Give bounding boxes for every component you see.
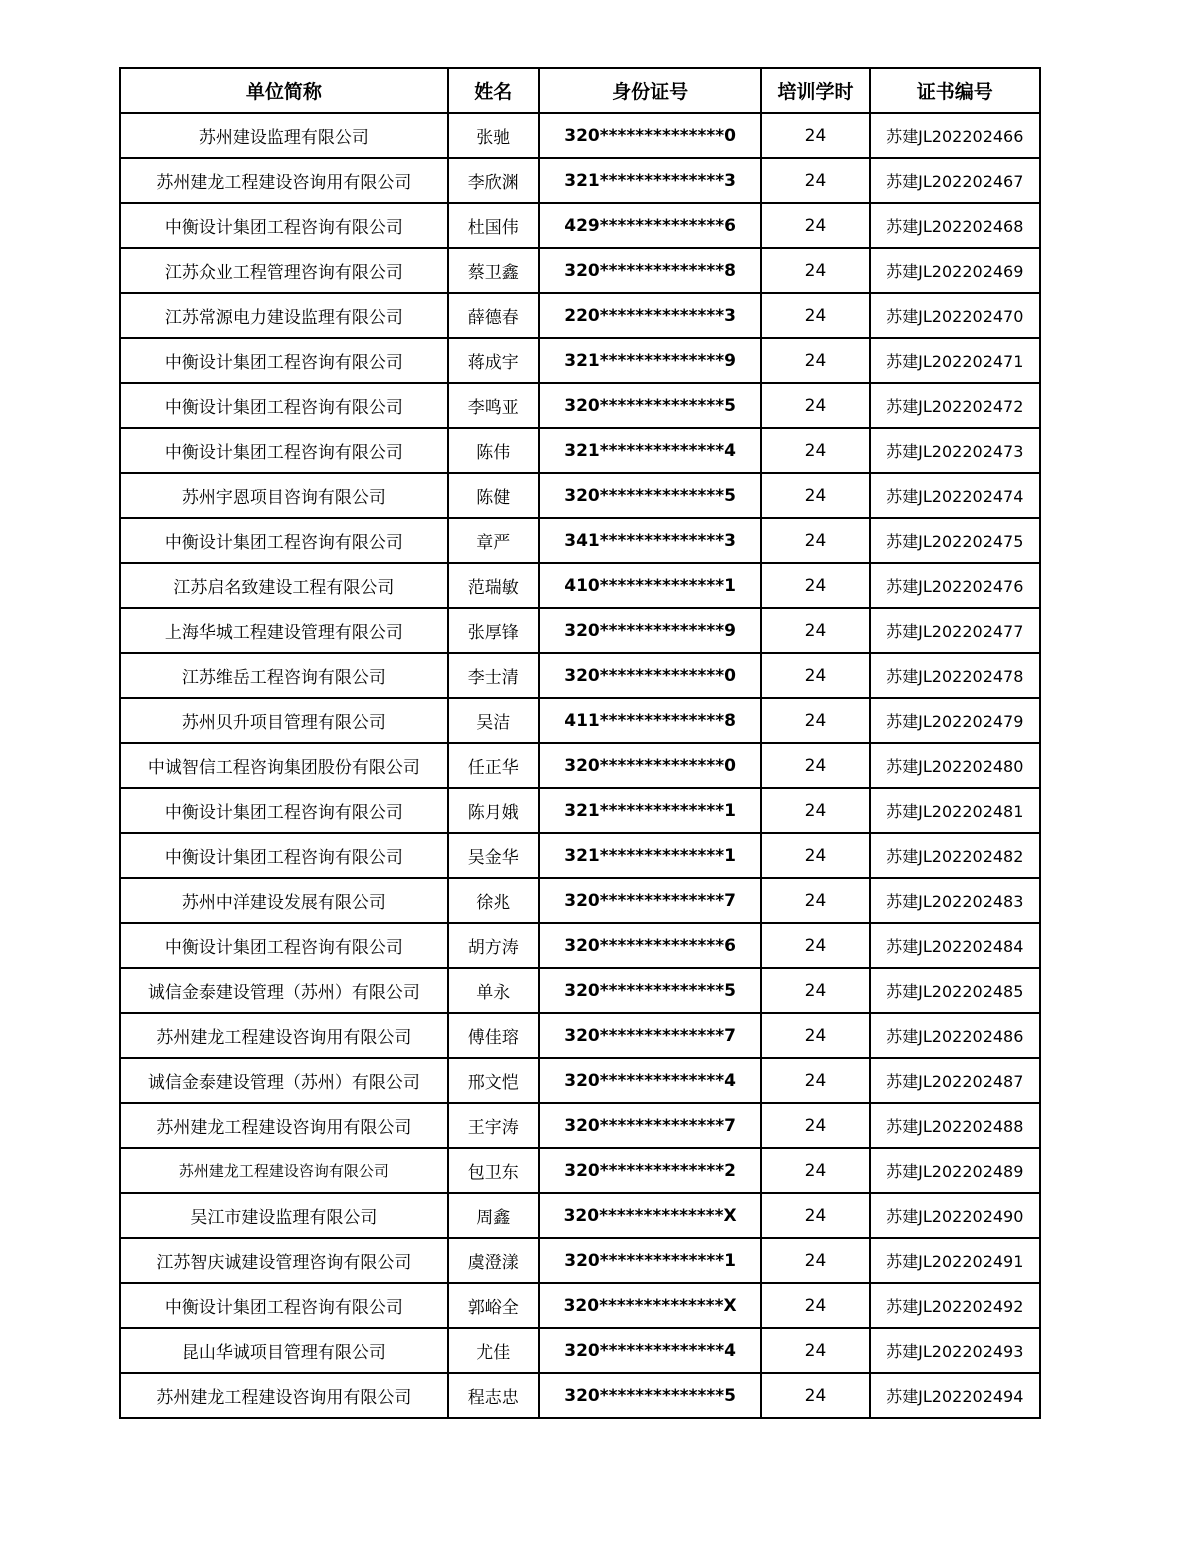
- cell-id-number: 411**************8: [539, 698, 761, 743]
- cell-id-number: 321**************4: [539, 428, 761, 473]
- cell-name: 张驰: [448, 113, 539, 158]
- cell-certificate-number: 苏建JL202202468: [870, 203, 1040, 248]
- table-row: [120, 1103, 1040, 1148]
- cell-training-hours: 24: [761, 923, 869, 968]
- cell-certificate-number: 苏建JL202202467: [870, 158, 1040, 203]
- cell-name: 胡方涛: [448, 923, 539, 968]
- cell-name: 吴洁: [448, 698, 539, 743]
- cell-name: 邢文恺: [448, 1058, 539, 1103]
- cell-certificate-number: 苏建JL202202471: [870, 338, 1040, 383]
- cell-certificate-number: 苏建JL202202481: [870, 788, 1040, 833]
- cell-certificate-number: 苏建JL202202477: [870, 608, 1040, 653]
- cell-unit: 吴江市建设监理有限公司: [120, 1193, 448, 1238]
- cell-id-number: 320**************0: [539, 743, 761, 788]
- cell-id-number: 320**************0: [539, 113, 761, 158]
- cell-id-number: 320**************6: [539, 923, 761, 968]
- cell-name: 尤佳: [448, 1328, 539, 1373]
- cell-name: 章严: [448, 518, 539, 563]
- cell-name: 郭峪全: [448, 1283, 539, 1328]
- cell-id-number: 320**************2: [539, 1148, 761, 1193]
- table-row: [120, 248, 1040, 293]
- cell-training-hours: 24: [761, 608, 869, 653]
- table-row: [120, 653, 1040, 698]
- cell-certificate-number: 苏建JL202202494: [870, 1373, 1040, 1418]
- table-row: [120, 563, 1040, 608]
- cell-training-hours: 24: [761, 293, 869, 338]
- cell-training-hours: 24: [761, 158, 869, 203]
- cell-certificate-number: 苏建JL202202469: [870, 248, 1040, 293]
- cell-name: 杜国伟: [448, 203, 539, 248]
- cell-certificate-number: 苏建JL202202479: [870, 698, 1040, 743]
- table-row: [120, 473, 1040, 518]
- cell-unit: 中衡设计集团工程咨询有限公司: [120, 833, 448, 878]
- cell-name: 范瑞敏: [448, 563, 539, 608]
- cell-id-number: 320**************5: [539, 1373, 761, 1418]
- cell-name: 包卫东: [448, 1148, 539, 1193]
- table-row: [120, 203, 1040, 248]
- table-row: [120, 788, 1040, 833]
- cell-id-number: 321**************1: [539, 833, 761, 878]
- table-row: [120, 1148, 1040, 1193]
- cell-training-hours: 24: [761, 1328, 869, 1373]
- cell-name: 陈伟: [448, 428, 539, 473]
- table-row: [120, 1328, 1040, 1373]
- cell-id-number: 320**************7: [539, 878, 761, 923]
- table-row: [120, 428, 1040, 473]
- cell-training-hours: 24: [761, 1373, 869, 1418]
- cell-training-hours: 24: [761, 203, 869, 248]
- cell-training-hours: 24: [761, 1193, 869, 1238]
- cell-unit: 江苏众业工程管理咨询有限公司: [120, 248, 448, 293]
- table-row: [120, 338, 1040, 383]
- cell-certificate-number: 苏建JL202202480: [870, 743, 1040, 788]
- cell-name: 李鸣亚: [448, 383, 539, 428]
- cell-id-number: 320**************X: [539, 1193, 761, 1238]
- cell-id-number: 320**************7: [539, 1013, 761, 1058]
- cell-id-number: 320**************5: [539, 383, 761, 428]
- cell-training-hours: 24: [761, 968, 869, 1013]
- cell-id-number: 341**************3: [539, 518, 761, 563]
- cell-certificate-number: 苏建JL202202482: [870, 833, 1040, 878]
- cell-id-number: 320**************9: [539, 608, 761, 653]
- cell-unit: 江苏智庆诚建设管理咨询有限公司: [120, 1238, 448, 1283]
- cell-unit: 苏州建龙工程建设咨询用有限公司: [120, 1013, 448, 1058]
- cell-training-hours: 24: [761, 1013, 869, 1058]
- cell-unit: 中衡设计集团工程咨询有限公司: [120, 1283, 448, 1328]
- cell-training-hours: 24: [761, 878, 869, 923]
- cell-unit: 中衡设计集团工程咨询有限公司: [120, 923, 448, 968]
- cell-training-hours: 24: [761, 653, 869, 698]
- cell-certificate-number: 苏建JL202202466: [870, 113, 1040, 158]
- cell-id-number: 320**************7: [539, 1103, 761, 1148]
- cell-training-hours: 24: [761, 1148, 869, 1193]
- cell-training-hours: 24: [761, 383, 869, 428]
- cell-id-number: 320**************5: [539, 968, 761, 1013]
- cell-name: 陈健: [448, 473, 539, 518]
- table-row: [120, 158, 1040, 203]
- table-row: [120, 1238, 1040, 1283]
- cell-certificate-number: 苏建JL202202483: [870, 878, 1040, 923]
- cell-certificate-number: 苏建JL202202491: [870, 1238, 1040, 1283]
- cell-id-number: 320**************4: [539, 1058, 761, 1103]
- cell-training-hours: 24: [761, 473, 869, 518]
- cell-name: 吴金华: [448, 833, 539, 878]
- cell-id-number: 320**************4: [539, 1328, 761, 1373]
- cell-training-hours: 24: [761, 788, 869, 833]
- table-row: [120, 878, 1040, 923]
- cell-certificate-number: 苏建JL202202490: [870, 1193, 1040, 1238]
- cell-certificate-number: 苏建JL202202492: [870, 1283, 1040, 1328]
- cell-name: 蔡卫鑫: [448, 248, 539, 293]
- cell-name: 任正华: [448, 743, 539, 788]
- cell-name: 单永: [448, 968, 539, 1013]
- cell-unit: 苏州建龙工程建设咨询用有限公司: [120, 158, 448, 203]
- cell-certificate-number: 苏建JL202202488: [870, 1103, 1040, 1148]
- cell-id-number: 410**************1: [539, 563, 761, 608]
- cell-unit: 苏州贝升项目管理有限公司: [120, 698, 448, 743]
- cell-training-hours: 24: [761, 1058, 869, 1103]
- cell-unit: 中衡设计集团工程咨询有限公司: [120, 338, 448, 383]
- header-id-number: 身份证号: [539, 68, 761, 113]
- cell-unit: 苏州宇恩项目咨询有限公司: [120, 473, 448, 518]
- cell-certificate-number: 苏建JL202202484: [870, 923, 1040, 968]
- cell-training-hours: 24: [761, 1238, 869, 1283]
- cell-id-number: 321**************9: [539, 338, 761, 383]
- cell-id-number: 320**************8: [539, 248, 761, 293]
- table-row: [120, 1373, 1040, 1418]
- cell-unit: 诚信金泰建设管理（苏州）有限公司: [120, 1058, 448, 1103]
- cell-training-hours: 24: [761, 1283, 869, 1328]
- cell-training-hours: 24: [761, 563, 869, 608]
- table-row: [120, 113, 1040, 158]
- cell-certificate-number: 苏建JL202202487: [870, 1058, 1040, 1103]
- header-training-hours: 培训学时: [761, 68, 869, 113]
- cell-name: 李欣渊: [448, 158, 539, 203]
- table-row: [120, 383, 1040, 428]
- table-row: [120, 743, 1040, 788]
- cell-id-number: 321**************1: [539, 788, 761, 833]
- cell-id-number: 320**************0: [539, 653, 761, 698]
- cell-name: 程志忠: [448, 1373, 539, 1418]
- cell-certificate-number: 苏建JL202202489: [870, 1148, 1040, 1193]
- cell-name: 薛德春: [448, 293, 539, 338]
- table-header: [120, 68, 1040, 113]
- table-row: [120, 923, 1040, 968]
- cell-unit: 江苏常源电力建设监理有限公司: [120, 293, 448, 338]
- table-row: [120, 698, 1040, 743]
- cell-name: 蒋成宇: [448, 338, 539, 383]
- cell-unit: 中衡设计集团工程咨询有限公司: [120, 383, 448, 428]
- cell-unit: 江苏启名致建设工程有限公司: [120, 563, 448, 608]
- cell-name: 陈月娥: [448, 788, 539, 833]
- cell-training-hours: 24: [761, 743, 869, 788]
- cell-training-hours: 24: [761, 1103, 869, 1148]
- cell-unit: 苏州建龙工程建设咨询用有限公司: [120, 1373, 448, 1418]
- cell-name: 张厚锋: [448, 608, 539, 653]
- cell-unit: 中衡设计集团工程咨询有限公司: [120, 203, 448, 248]
- training-roster-table: [119, 67, 1041, 1419]
- cell-certificate-number: 苏建JL202202485: [870, 968, 1040, 1013]
- cell-id-number: 321**************3: [539, 158, 761, 203]
- table-row: [120, 518, 1040, 563]
- table-row: [120, 1283, 1040, 1328]
- table-row: [120, 833, 1040, 878]
- table-row: [120, 1193, 1040, 1238]
- cell-training-hours: 24: [761, 518, 869, 563]
- cell-unit: 中衡设计集团工程咨询有限公司: [120, 428, 448, 473]
- cell-certificate-number: 苏建JL202202493: [870, 1328, 1040, 1373]
- table-row: [120, 293, 1040, 338]
- table-row: [120, 608, 1040, 653]
- table-row: [120, 968, 1040, 1013]
- cell-certificate-number: 苏建JL202202473: [870, 428, 1040, 473]
- table-body: [120, 113, 1040, 1418]
- cell-unit: 苏州建龙工程建设咨询有限公司: [120, 1148, 448, 1193]
- cell-unit: 上海华城工程建设管理有限公司: [120, 608, 448, 653]
- header-name: 姓名: [448, 68, 539, 113]
- cell-id-number: 320**************5: [539, 473, 761, 518]
- cell-unit: 中衡设计集团工程咨询有限公司: [120, 788, 448, 833]
- cell-certificate-number: 苏建JL202202476: [870, 563, 1040, 608]
- cell-id-number: 429**************6: [539, 203, 761, 248]
- cell-training-hours: 24: [761, 428, 869, 473]
- cell-unit: 诚信金泰建设管理（苏州）有限公司: [120, 968, 448, 1013]
- cell-certificate-number: 苏建JL202202474: [870, 473, 1040, 518]
- cell-id-number: 320**************X: [539, 1283, 761, 1328]
- cell-name: 徐兆: [448, 878, 539, 923]
- cell-unit: 昆山华诚项目管理有限公司: [120, 1328, 448, 1373]
- cell-training-hours: 24: [761, 833, 869, 878]
- cell-id-number: 220**************3: [539, 293, 761, 338]
- cell-training-hours: 24: [761, 698, 869, 743]
- table-row: [120, 1013, 1040, 1058]
- cell-certificate-number: 苏建JL202202478: [870, 653, 1040, 698]
- cell-training-hours: 24: [761, 113, 869, 158]
- cell-unit: 苏州中洋建设发展有限公司: [120, 878, 448, 923]
- cell-name: 李士清: [448, 653, 539, 698]
- table-row: [120, 1058, 1040, 1103]
- cell-name: 周鑫: [448, 1193, 539, 1238]
- cell-certificate-number: 苏建JL202202470: [870, 293, 1040, 338]
- cell-certificate-number: 苏建JL202202472: [870, 383, 1040, 428]
- cell-name: 王宇涛: [448, 1103, 539, 1148]
- header-unit: 单位简称: [120, 68, 448, 113]
- cell-certificate-number: 苏建JL202202486: [870, 1013, 1040, 1058]
- cell-unit: 中诚智信工程咨询集团股份有限公司: [120, 743, 448, 788]
- cell-unit: 苏州建设监理有限公司: [120, 113, 448, 158]
- cell-id-number: 320**************1: [539, 1238, 761, 1283]
- header-certificate-number: 证书编号: [870, 68, 1040, 113]
- header-row: [120, 68, 1040, 113]
- cell-name: 虞澄漾: [448, 1238, 539, 1283]
- cell-training-hours: 24: [761, 338, 869, 383]
- cell-unit: 苏州建龙工程建设咨询用有限公司: [120, 1103, 448, 1148]
- cell-unit: 江苏维岳工程咨询有限公司: [120, 653, 448, 698]
- cell-certificate-number: 苏建JL202202475: [870, 518, 1040, 563]
- cell-name: 傅佳瑢: [448, 1013, 539, 1058]
- cell-training-hours: 24: [761, 248, 869, 293]
- cell-unit: 中衡设计集团工程咨询有限公司: [120, 518, 448, 563]
